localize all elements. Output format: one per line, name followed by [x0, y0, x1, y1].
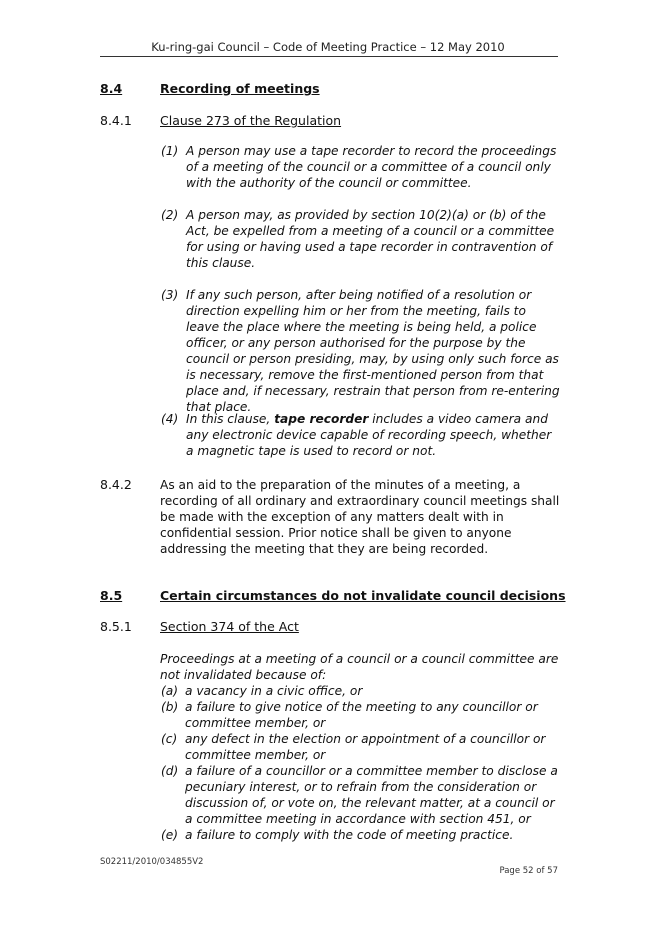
page-number: Page 52 of 57 — [499, 866, 558, 876]
section-title-8-4: Recording of meetings — [160, 81, 320, 96]
clause-item-text-before: In this clause, — [186, 412, 275, 426]
list-item-label: (a) — [161, 684, 178, 698]
subsection-number-8-4-1: 8.4.1 — [100, 113, 132, 128]
list-item-text: a failure to give notice of the meeting to any councillor or committee member, or — [185, 700, 538, 730]
list-item-label: (d) — [161, 764, 179, 778]
section-title-8-5: Certain circumstances do not invalidate council decisions — [160, 588, 566, 603]
clause-item-text-after: includes a video camera and any electronic device capable of recording speech, whether a magnetic tape is used to record or not. — [186, 412, 552, 458]
clause-item-label: (3) — [161, 288, 179, 302]
list-item-text: a failure of a councillor or a committee member to disclose a pecuniary interest, or to refrain from the consideration or discussion of, or vote on, the relevant matter, at a council or a committee meeting in accordance with section 451, or — [185, 764, 558, 826]
document-reference: S02211/2010/034855V2 — [100, 857, 204, 867]
clause-item-label: (1) — [161, 144, 179, 158]
clause-item-2 — [161, 207, 561, 271]
clause-item-label: (4) — [161, 412, 179, 426]
clause-item-text: A person may use a tape recorder to record the proceedings of a meeting of the council or a committee of a council only with the authority of the council or committee. — [186, 144, 557, 190]
list-item-label: (e) — [161, 828, 179, 842]
subsection-number-8-4-2: 8.4.2 — [100, 477, 132, 492]
list-item-c — [161, 731, 561, 763]
clause-item-4 — [161, 411, 561, 459]
list-lead-text: Proceedings at a meeting of a council or a council committee are not invalidated because of: — [160, 652, 559, 682]
list-item-a — [161, 683, 561, 699]
running-header: Ku-ring-gai Council – Code of Meeting Practice – 12 May 2010 — [151, 40, 505, 54]
clause-item-3 — [161, 287, 561, 415]
clause-item-text — [186, 411, 561, 459]
subsection-number-8-5-1: 8.5.1 — [100, 619, 132, 634]
defined-term: tape recorder — [274, 412, 369, 426]
section-number-8-5: 8.5 — [100, 588, 123, 603]
subsection-title-8-5-1: Section 374 of the Act — [160, 619, 299, 634]
subsection-text-8-4-2: As an aid to the preparation of the minutes of a meeting, a recording of all ordinary and extraordinary council meetings shall be made with the exception of any matters dealt with in confidential session. Prior notice shall be given to anyone addressing the meeting that they are being recorded. — [160, 478, 560, 556]
list-item-e — [161, 827, 561, 843]
list-item-text: a vacancy in a civic office, or — [185, 684, 363, 698]
list-item-b — [161, 699, 561, 731]
section-number-8-4: 8.4 — [100, 81, 123, 96]
clause-item-label: (2) — [161, 208, 179, 222]
clause-item-text: If any such person, after being notified of a resolution or direction expelling him or her from the meeting, fails to leave the place where the meeting is being held, a police officer, or any person authorised for the purpose by the council or person presiding, may, by using only such force as is necessary, remove the first-mentioned person from that place and, if necessary, restrain that person from re-entering that place. — [186, 288, 560, 414]
list-item-label: (c) — [161, 732, 178, 746]
clause-item-text: A person may, as provided by section 10(2)(a) or (b) of the Act, be expelled from a meeting of a council or a committee for using or having used a tape recorder in contravention of this clause. — [186, 208, 555, 270]
clause-item-1 — [161, 143, 561, 191]
subsection-title-8-4-1: Clause 273 of the Regulation — [160, 113, 342, 128]
list-item-text: a failure to comply with the code of meeting practice. — [185, 828, 514, 842]
header-rule — [100, 56, 558, 57]
list-item-label: (b) — [161, 700, 179, 714]
list-item-text: any defect in the election or appointment of a councillor or committee member, or — [185, 732, 546, 762]
list-item-d — [161, 763, 561, 827]
